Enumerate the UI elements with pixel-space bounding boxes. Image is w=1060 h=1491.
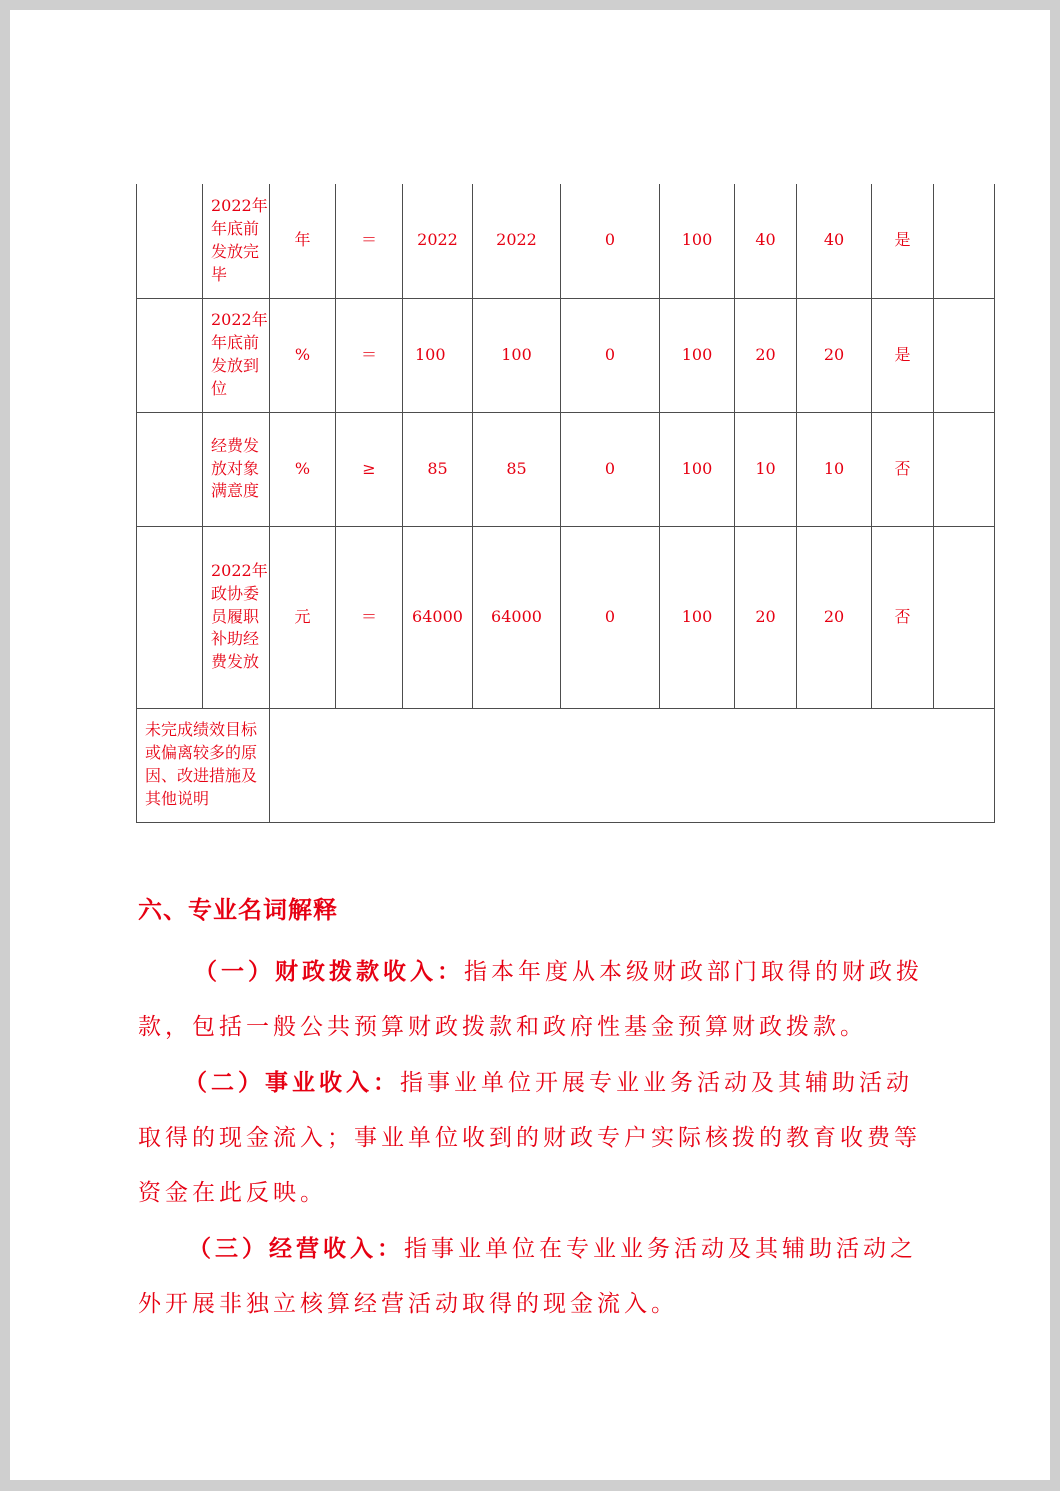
indicator-rate: 100 bbox=[660, 298, 735, 412]
indicator-target: 85 bbox=[403, 412, 473, 526]
glossary-item bbox=[138, 1221, 938, 1332]
note-value bbox=[270, 708, 995, 822]
indicator-key: 否 bbox=[872, 412, 934, 526]
indicator-weight: 10 bbox=[735, 412, 797, 526]
document-page bbox=[10, 10, 1050, 1480]
indicator-rate: 100 bbox=[660, 184, 735, 298]
indicator-name: 2022年年底前发放完毕 bbox=[203, 184, 270, 298]
table-row bbox=[137, 298, 995, 412]
indicator-deviation: 0 bbox=[561, 412, 660, 526]
indicator-target: 2022 bbox=[403, 184, 473, 298]
glossary-term: （二）事业收入： bbox=[184, 1069, 400, 1096]
indicator-target: 64000 bbox=[403, 526, 473, 708]
section-title: 六、专业名词解释 bbox=[138, 896, 338, 924]
note-row bbox=[137, 708, 995, 822]
glossary-section bbox=[138, 890, 938, 1332]
indicator-weight: 20 bbox=[735, 298, 797, 412]
indicator-unit: % bbox=[270, 298, 336, 412]
indicator-name: 2022年政协委员履职补助经费发放 bbox=[203, 526, 270, 708]
indicator-operator: ≥ bbox=[336, 412, 403, 526]
indicator-score: 40 bbox=[797, 184, 872, 298]
glossary-term: （三）经营收入： bbox=[188, 1235, 404, 1262]
indicator-deviation: 0 bbox=[561, 526, 660, 708]
glossary-definition: 指本年度从本级财政部门取得的财政拨款，包括一般公共预算财政拨款和政府性基金预算财政拨款。 bbox=[138, 959, 923, 1040]
indicator-weight: 20 bbox=[735, 526, 797, 708]
indicator-actual: 2022 bbox=[473, 184, 561, 298]
performance-table bbox=[136, 184, 995, 823]
indicator-actual: 100 bbox=[473, 298, 561, 412]
indicator-key: 否 bbox=[872, 526, 934, 708]
indicator-weight: 40 bbox=[735, 184, 797, 298]
indicator-target: 100 bbox=[403, 298, 473, 412]
glossary-item bbox=[138, 1055, 938, 1221]
note-label: 未完成绩效目标或偏离较多的原因、改进措施及其他说明 bbox=[137, 708, 270, 822]
indicator-deviation: 0 bbox=[561, 184, 660, 298]
indicator-deviation: 0 bbox=[561, 298, 660, 412]
indicator-rate: 100 bbox=[660, 412, 735, 526]
table-row bbox=[137, 184, 995, 298]
indicator-name: 经费发放对象满意度 bbox=[203, 412, 270, 526]
indicator-unit: % bbox=[270, 412, 336, 526]
indicator-rate: 100 bbox=[660, 526, 735, 708]
indicator-score: 20 bbox=[797, 298, 872, 412]
indicator-actual: 64000 bbox=[473, 526, 561, 708]
indicator-key: 是 bbox=[872, 298, 934, 412]
indicator-actual: 85 bbox=[473, 412, 561, 526]
table-row bbox=[137, 412, 995, 526]
glossary-item bbox=[138, 944, 938, 1055]
indicator-score: 20 bbox=[797, 526, 872, 708]
indicator-operator: ＝ bbox=[336, 298, 403, 412]
glossary-definition: 指事业单位在专业业务活动及其辅助活动之外开展非独立核算经营活动取得的现金流入。 bbox=[138, 1236, 917, 1317]
glossary-definition: 指事业单位开展专业业务活动及其辅助活动取得的现金流入；事业单位收到的财政专户实际核拨的教育收费等资金在此反映。 bbox=[138, 1070, 921, 1206]
indicator-operator: ＝ bbox=[336, 184, 403, 298]
indicator-name: 2022年年底前发放到位 bbox=[203, 298, 270, 412]
glossary-term: （一）财政拨款收入： bbox=[194, 958, 464, 985]
indicator-unit: 元 bbox=[270, 526, 336, 708]
indicator-key: 是 bbox=[872, 184, 934, 298]
table-row bbox=[137, 526, 995, 708]
indicator-unit: 年 bbox=[270, 184, 336, 298]
indicator-operator: ＝ bbox=[336, 526, 403, 708]
indicator-score: 10 bbox=[797, 412, 872, 526]
